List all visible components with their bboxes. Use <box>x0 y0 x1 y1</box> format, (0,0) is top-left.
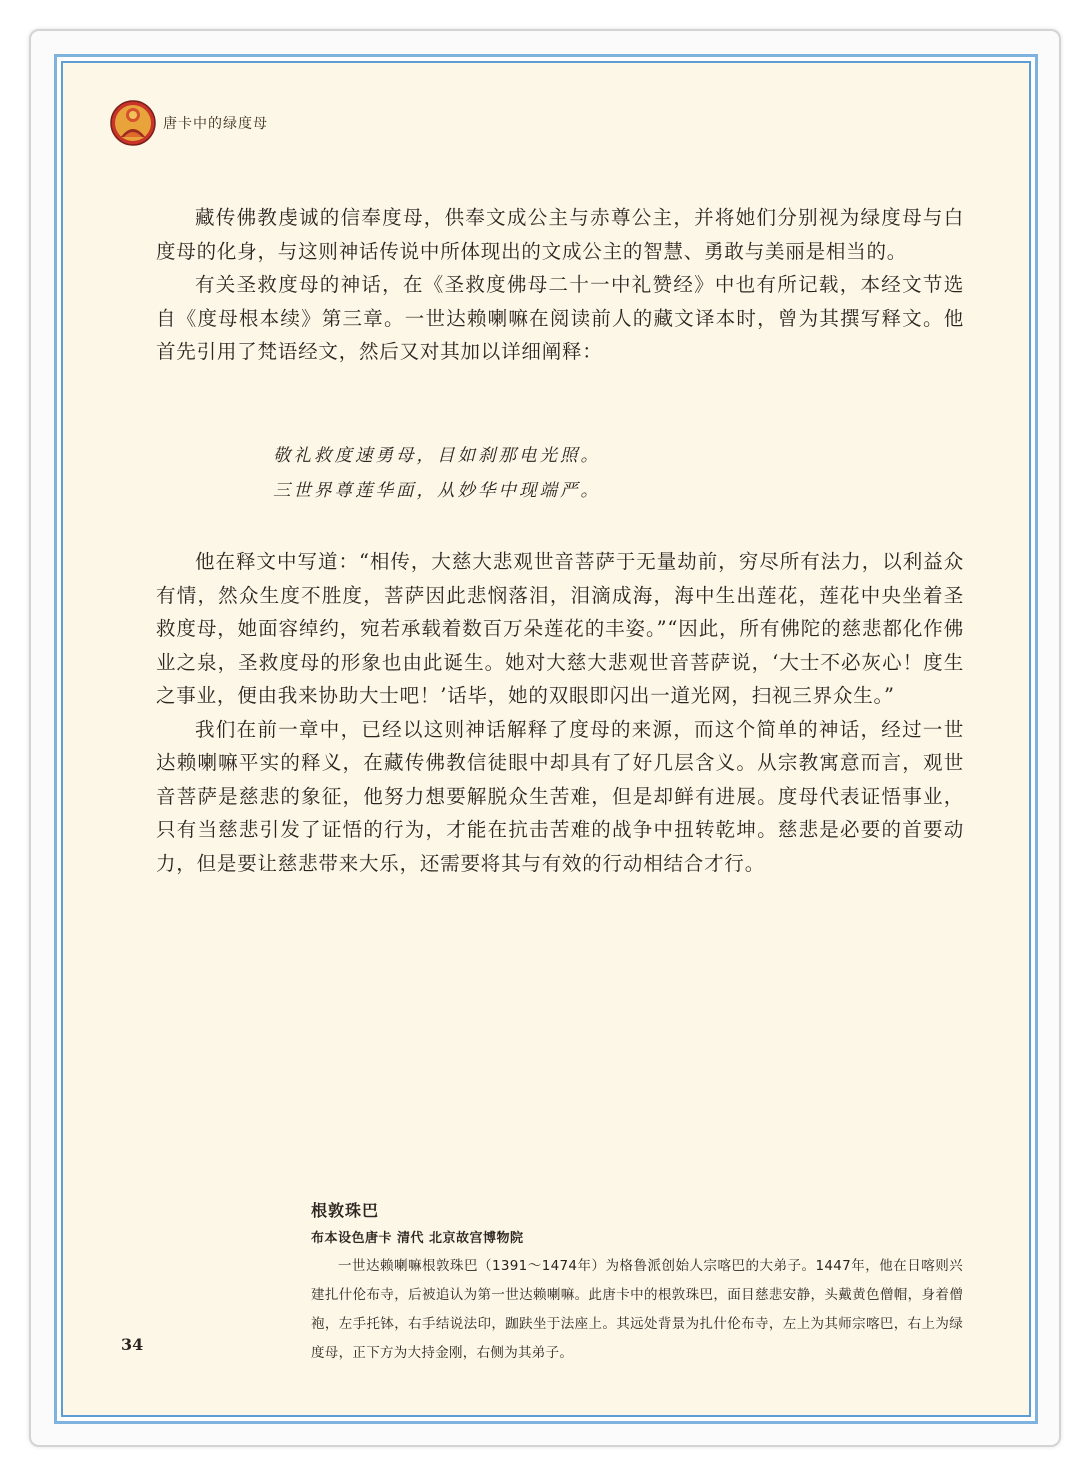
verse-line: 三世界尊莲华面，从妙华中现端严。 <box>273 481 601 501</box>
body-text-top <box>156 201 964 369</box>
caption-subtitle: 布本设色唐卡 清代 北京故宫博物院 <box>311 1231 524 1246</box>
caption-text: 一世达赖喇嘛根敦珠巴（1391～1474年）为格鲁派创始人宗喀巴的大弟子。1447年，他在日喀则兴建扎什伦布寺，后被追认为第一世达赖喇嘛。此唐卡中的根敦珠巴，面目慈悲安静，头戴黄色僧帽，身着僧袍，左手托钵，右手结说法印，跏趺坐于法座上。其远处背景为扎什伦布寺，左上为其师宗喀巴，右上为绿度母，正下方为大持金刚，右侧为其弟子。 <box>311 1258 963 1361</box>
page-number: 34 <box>121 1335 144 1354</box>
verse-line: 敬礼救度速勇母，目如刹那电光照。 <box>273 446 601 466</box>
running-header <box>109 99 268 147</box>
paragraph: 藏传佛教虔诚的信奉度母，供奉文成公主与赤尊公主，并将她们分别视为绿度母与白度母的化身，与这则神话传说中所体现出的文成公主的智慧、勇敢与美丽是相当的。 <box>156 206 964 263</box>
page-frame <box>54 54 1038 1424</box>
paragraph: 他在释文中写道：“相传，大慈大悲观世音菩萨于无量劫前，穷尽所有法力，以利益众有情，然众生度不胜度，菩萨因此悲悯落泪，泪滴成海，海中生出莲花，莲花中央坐着圣救度母，她面容绰约，宛若承载着数百万朵莲花的丰姿。”“因此，所有佛陀的慈悲都化作佛业之泉，圣救度母的形象也由此诞生。她对大慈大悲观世音菩萨说，‘大士不必灰心！度生之事业，便由我来协助大士吧！’话毕，她的双眼即闪出一道光网，扫视三界众生。” <box>156 550 964 707</box>
paragraph: 有关圣救度母的神话，在《圣救度佛母二十一中礼赞经》中也有所记载，本经文节选自《度母根本续》第三章。一世达赖喇嘛在阅读前人的藏文译本时，曾为其撰写释文。他首先引用了梵语经文，然后又对其加以详细阐释： <box>156 273 964 363</box>
verse-quote <box>273 439 601 509</box>
paragraph: 我们在前一章中，已经以这则神话解释了度母的来源，而这个简单的神话，经过一世达赖喇嘛平实的释义，在藏传佛教信徒眼中却具有了好几层含义。从宗教寓意而言，观世音菩萨是慈悲的象征，他努力想要解脱众生苦难，但是却鲜有进展。度母代表证悟事业，只有当慈悲引发了证悟的行为，才能在抗击苦难的战争中扭转乾坤。慈悲是必要的首要动力，但是要让慈悲带来大乐，还需要将其与有效的行动相结合才行。 <box>156 717 964 875</box>
thangka-deity-emblem-icon <box>109 99 157 147</box>
caption-title: 根敦珠巴 <box>311 1201 380 1220</box>
body-text-bottom <box>156 545 964 880</box>
figure-caption <box>311 1198 963 1368</box>
page-paper <box>61 61 1031 1417</box>
header-title: 唐卡中的绿度母 <box>163 116 268 132</box>
